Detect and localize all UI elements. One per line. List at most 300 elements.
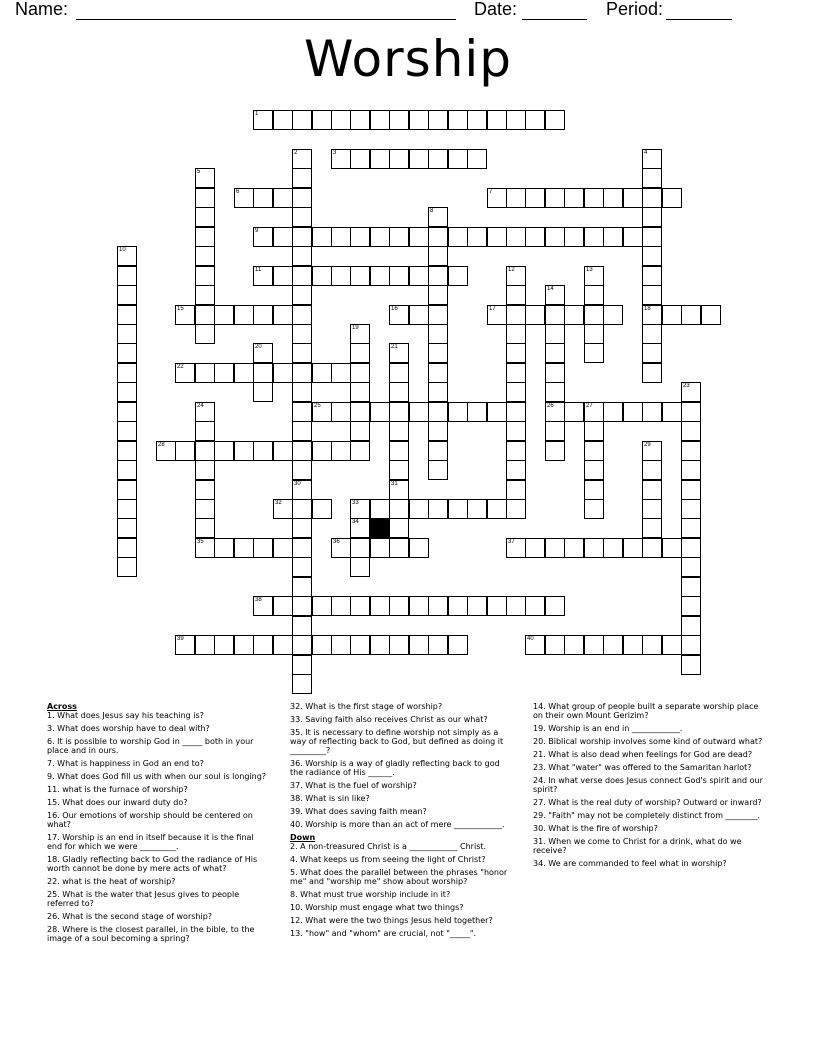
grid-cell[interactable] [448, 266, 468, 286]
grid-cell[interactable] [428, 207, 448, 227]
grid-cell[interactable] [681, 577, 701, 597]
grid-cell[interactable] [428, 266, 448, 286]
grid-cell[interactable] [584, 635, 604, 655]
grid-cell[interactable] [545, 343, 565, 363]
grid-cell[interactable] [117, 441, 137, 461]
grid-cell[interactable] [525, 305, 545, 325]
grid-cell[interactable] [292, 382, 312, 402]
grid-cell[interactable] [389, 343, 409, 363]
grid-cell[interactable] [428, 305, 448, 325]
grid-cell[interactable] [292, 305, 312, 325]
grid-cell[interactable] [117, 246, 137, 266]
grid-cell[interactable] [409, 110, 429, 130]
grid-cell[interactable] [662, 402, 682, 422]
grid-cell[interactable] [292, 207, 312, 227]
grid-cell[interactable] [409, 149, 429, 169]
grid-cell[interactable] [117, 285, 137, 305]
grid-cell[interactable] [389, 480, 409, 500]
grid-cell[interactable] [195, 305, 215, 325]
grid-cell[interactable] [370, 596, 390, 616]
grid-cell[interactable] [156, 441, 176, 461]
grid-cell[interactable] [506, 305, 526, 325]
grid-cell[interactable] [525, 110, 545, 130]
grid-cell[interactable] [350, 343, 370, 363]
grid-cell[interactable] [292, 285, 312, 305]
grid-cell[interactable] [584, 324, 604, 344]
grid-cell[interactable] [234, 441, 254, 461]
grid-cell[interactable] [467, 149, 487, 169]
grid-cell[interactable] [506, 188, 526, 208]
grid-cell[interactable] [195, 421, 215, 441]
grid-cell[interactable] [273, 499, 293, 519]
grid-cell[interactable] [350, 149, 370, 169]
grid-cell[interactable] [253, 110, 273, 130]
grid-cell[interactable] [428, 227, 448, 247]
grid-cell[interactable] [253, 227, 273, 247]
grid-cell[interactable] [545, 227, 565, 247]
grid-cell[interactable] [409, 305, 429, 325]
grid-cell[interactable] [292, 363, 312, 383]
grid-cell[interactable] [506, 421, 526, 441]
grid-cell[interactable] [253, 382, 273, 402]
grid-cell[interactable] [428, 499, 448, 519]
grid-cell[interactable] [389, 149, 409, 169]
grid-cell[interactable] [350, 227, 370, 247]
grid-cell[interactable] [350, 266, 370, 286]
grid-cell[interactable] [312, 499, 332, 519]
grid-cell[interactable] [195, 168, 215, 188]
grid-cell[interactable] [409, 227, 429, 247]
grid-cell[interactable] [467, 110, 487, 130]
grid-cell[interactable] [603, 635, 623, 655]
grid-cell[interactable] [273, 363, 293, 383]
grid-cell[interactable] [331, 635, 351, 655]
grid-cell[interactable] [370, 266, 390, 286]
grid-cell[interactable] [331, 596, 351, 616]
grid-cell[interactable] [292, 188, 312, 208]
grid-cell[interactable] [292, 499, 312, 519]
grid-cell[interactable] [370, 402, 390, 422]
grid-cell[interactable] [117, 343, 137, 363]
grid-cell[interactable] [292, 421, 312, 441]
grid-cell[interactable] [292, 227, 312, 247]
grid-cell[interactable] [545, 363, 565, 383]
grid-cell[interactable] [506, 596, 526, 616]
grid-cell[interactable] [662, 305, 682, 325]
grid-cell[interactable] [273, 110, 293, 130]
grid-cell[interactable] [253, 441, 273, 461]
grid-cell[interactable] [370, 227, 390, 247]
grid-cell[interactable] [234, 538, 254, 558]
grid-cell[interactable] [448, 596, 468, 616]
grid-cell[interactable] [234, 363, 254, 383]
grid-cell[interactable] [389, 499, 409, 519]
grid-cell[interactable] [117, 460, 137, 480]
grid-cell[interactable] [214, 363, 234, 383]
grid-cell[interactable] [389, 596, 409, 616]
grid-cell[interactable] [428, 110, 448, 130]
grid-cell[interactable] [506, 538, 526, 558]
grid-cell[interactable] [234, 635, 254, 655]
grid-cell[interactable] [370, 538, 390, 558]
grid-cell[interactable] [253, 343, 273, 363]
grid-cell[interactable] [350, 499, 370, 519]
grid-cell[interactable] [195, 460, 215, 480]
grid-cell[interactable] [389, 227, 409, 247]
grid-cell[interactable] [642, 149, 662, 169]
grid-cell[interactable] [564, 538, 584, 558]
grid-cell[interactable] [292, 518, 312, 538]
grid-cell[interactable] [506, 499, 526, 519]
grid-cell[interactable] [545, 635, 565, 655]
grid-cell[interactable] [312, 596, 332, 616]
grid-cell[interactable] [701, 305, 721, 325]
grid-cell[interactable] [292, 538, 312, 558]
grid-cell[interactable] [545, 402, 565, 422]
grid-cell[interactable] [409, 538, 429, 558]
grid-cell[interactable] [584, 343, 604, 363]
grid-cell[interactable] [545, 538, 565, 558]
grid-cell[interactable] [564, 402, 584, 422]
grid-cell[interactable] [681, 635, 701, 655]
name-line[interactable] [76, 19, 456, 20]
grid-cell[interactable] [350, 538, 370, 558]
grid-cell[interactable] [448, 149, 468, 169]
grid-cell[interactable] [448, 635, 468, 655]
grid-cell[interactable] [312, 635, 332, 655]
grid-cell[interactable] [292, 674, 312, 694]
grid-cell[interactable] [234, 188, 254, 208]
grid-cell[interactable] [292, 149, 312, 169]
grid-cell[interactable] [681, 538, 701, 558]
grid-cell[interactable] [584, 499, 604, 519]
grid-cell[interactable] [584, 421, 604, 441]
grid-cell[interactable] [331, 363, 351, 383]
grid-cell[interactable] [292, 480, 312, 500]
period-line[interactable] [666, 19, 732, 20]
grid-cell[interactable] [681, 441, 701, 461]
grid-cell[interactable] [681, 518, 701, 538]
grid-cell[interactable] [350, 382, 370, 402]
grid-cell[interactable] [350, 635, 370, 655]
grid-cell[interactable] [467, 227, 487, 247]
grid-cell[interactable] [273, 305, 293, 325]
grid-cell[interactable] [642, 538, 662, 558]
grid-cell[interactable] [117, 557, 137, 577]
grid-cell[interactable] [273, 188, 293, 208]
grid-cell[interactable] [253, 538, 273, 558]
grid-cell[interactable] [467, 499, 487, 519]
grid-cell[interactable] [389, 266, 409, 286]
grid-cell[interactable] [448, 402, 468, 422]
grid-cell[interactable] [117, 518, 137, 538]
grid-cell[interactable] [603, 227, 623, 247]
grid-cell[interactable] [389, 441, 409, 461]
grid-cell[interactable] [642, 363, 662, 383]
grid-cell[interactable] [545, 188, 565, 208]
grid-cell[interactable] [195, 324, 215, 344]
grid-cell[interactable] [506, 227, 526, 247]
grid-cell[interactable] [681, 460, 701, 480]
grid-cell[interactable] [448, 499, 468, 519]
grid-cell[interactable] [642, 518, 662, 538]
grid-cell[interactable] [409, 266, 429, 286]
grid-cell[interactable] [506, 382, 526, 402]
grid-cell[interactable] [603, 402, 623, 422]
grid-cell[interactable] [214, 441, 234, 461]
grid-cell[interactable] [175, 441, 195, 461]
grid-cell[interactable] [545, 441, 565, 461]
grid-cell[interactable] [389, 402, 409, 422]
grid-cell[interactable] [331, 402, 351, 422]
grid-cell[interactable] [506, 110, 526, 130]
grid-cell[interactable] [584, 402, 604, 422]
grid-cell[interactable] [506, 324, 526, 344]
grid-cell[interactable] [584, 188, 604, 208]
grid-cell[interactable] [292, 460, 312, 480]
grid-cell[interactable] [350, 557, 370, 577]
grid-cell[interactable] [428, 246, 448, 266]
grid-cell[interactable] [487, 402, 507, 422]
grid-cell[interactable] [467, 402, 487, 422]
grid-cell[interactable] [331, 227, 351, 247]
grid-cell[interactable] [331, 441, 351, 461]
grid-cell[interactable] [253, 305, 273, 325]
grid-cell[interactable] [564, 305, 584, 325]
grid-cell[interactable] [409, 596, 429, 616]
grid-cell[interactable] [312, 227, 332, 247]
grid-cell[interactable] [642, 305, 662, 325]
grid-cell[interactable] [253, 188, 273, 208]
grid-cell[interactable] [389, 518, 409, 538]
grid-cell[interactable] [428, 149, 448, 169]
grid-cell[interactable] [253, 635, 273, 655]
grid-cell[interactable] [195, 402, 215, 422]
grid-cell[interactable] [584, 460, 604, 480]
grid-cell[interactable] [292, 655, 312, 675]
grid-cell[interactable] [312, 363, 332, 383]
grid-cell[interactable] [545, 596, 565, 616]
grid-cell[interactable] [273, 635, 293, 655]
grid-cell[interactable] [584, 441, 604, 461]
grid-cell[interactable] [584, 538, 604, 558]
grid-cell[interactable] [584, 285, 604, 305]
grid-cell[interactable] [506, 343, 526, 363]
grid-cell[interactable] [487, 499, 507, 519]
grid-cell[interactable] [584, 227, 604, 247]
grid-cell[interactable] [564, 635, 584, 655]
grid-cell[interactable] [409, 635, 429, 655]
grid-cell[interactable] [428, 460, 448, 480]
grid-cell[interactable] [195, 188, 215, 208]
grid-cell[interactable] [195, 635, 215, 655]
grid-cell[interactable] [584, 266, 604, 286]
grid-cell[interactable] [428, 402, 448, 422]
grid-cell[interactable] [642, 402, 662, 422]
grid-cell[interactable] [525, 538, 545, 558]
grid-cell[interactable] [428, 363, 448, 383]
grid-cell[interactable] [389, 421, 409, 441]
grid-cell[interactable] [525, 227, 545, 247]
grid-cell[interactable] [331, 110, 351, 130]
grid-cell[interactable] [389, 363, 409, 383]
grid-cell[interactable] [642, 635, 662, 655]
grid-cell[interactable] [350, 441, 370, 461]
grid-cell[interactable] [642, 460, 662, 480]
grid-cell[interactable] [409, 499, 429, 519]
grid-cell[interactable] [467, 596, 487, 616]
grid-cell[interactable] [448, 110, 468, 130]
grid-cell[interactable] [292, 635, 312, 655]
grid-cell[interactable] [545, 324, 565, 344]
grid-cell[interactable] [253, 363, 273, 383]
grid-cell[interactable] [487, 188, 507, 208]
grid-cell[interactable] [642, 480, 662, 500]
grid-cell[interactable] [331, 266, 351, 286]
grid-cell[interactable] [545, 285, 565, 305]
grid-cell[interactable] [175, 635, 195, 655]
grid-cell[interactable] [117, 402, 137, 422]
grid-cell[interactable] [312, 441, 332, 461]
grid-cell[interactable] [350, 421, 370, 441]
grid-cell[interactable] [350, 596, 370, 616]
grid-cell[interactable] [273, 596, 293, 616]
grid-cell[interactable] [428, 324, 448, 344]
grid-cell[interactable] [292, 441, 312, 461]
grid-cell[interactable] [662, 188, 682, 208]
grid-cell[interactable] [195, 246, 215, 266]
grid-cell[interactable] [642, 227, 662, 247]
grid-cell[interactable] [389, 538, 409, 558]
grid-cell[interactable] [292, 596, 312, 616]
grid-cell[interactable] [117, 382, 137, 402]
grid-cell[interactable] [117, 305, 137, 325]
grid-cell[interactable] [389, 110, 409, 130]
grid-cell[interactable] [195, 363, 215, 383]
grid-cell[interactable] [681, 421, 701, 441]
grid-cell[interactable] [506, 363, 526, 383]
grid-cell[interactable] [428, 635, 448, 655]
grid-cell[interactable] [292, 246, 312, 266]
grid-cell[interactable] [623, 635, 643, 655]
grid-cell[interactable] [642, 188, 662, 208]
grid-cell[interactable] [545, 110, 565, 130]
grid-cell[interactable] [681, 480, 701, 500]
grid-cell[interactable] [506, 402, 526, 422]
grid-cell[interactable] [292, 577, 312, 597]
grid-cell[interactable] [292, 402, 312, 422]
grid-cell[interactable] [545, 382, 565, 402]
grid-cell[interactable] [292, 324, 312, 344]
grid-cell[interactable] [350, 363, 370, 383]
grid-cell[interactable] [623, 227, 643, 247]
date-line[interactable] [522, 19, 587, 20]
grid-cell[interactable] [487, 305, 507, 325]
grid-cell[interactable] [117, 421, 137, 441]
grid-cell[interactable] [681, 305, 701, 325]
grid-cell[interactable] [350, 110, 370, 130]
grid-cell[interactable] [603, 538, 623, 558]
grid-cell[interactable] [389, 635, 409, 655]
grid-cell[interactable] [370, 110, 390, 130]
grid-cell[interactable] [195, 441, 215, 461]
grid-cell[interactable] [506, 480, 526, 500]
grid-cell[interactable] [506, 441, 526, 461]
grid-cell[interactable] [642, 168, 662, 188]
grid-cell[interactable] [350, 402, 370, 422]
grid-cell[interactable] [428, 382, 448, 402]
grid-cell[interactable] [525, 188, 545, 208]
grid-cell[interactable] [525, 596, 545, 616]
grid-cell[interactable] [642, 266, 662, 286]
grid-cell[interactable] [428, 421, 448, 441]
grid-cell[interactable] [331, 149, 351, 169]
grid-cell[interactable] [642, 499, 662, 519]
grid-cell[interactable] [564, 188, 584, 208]
grid-cell[interactable] [428, 441, 448, 461]
grid-cell[interactable] [564, 227, 584, 247]
grid-cell[interactable] [603, 188, 623, 208]
grid-cell[interactable] [642, 441, 662, 461]
grid-cell[interactable] [234, 305, 254, 325]
grid-cell[interactable] [195, 480, 215, 500]
grid-cell[interactable] [428, 596, 448, 616]
grid-cell[interactable] [506, 460, 526, 480]
grid-cell[interactable] [292, 343, 312, 363]
grid-cell[interactable] [292, 266, 312, 286]
grid-cell[interactable] [370, 499, 390, 519]
grid-cell[interactable] [681, 499, 701, 519]
grid-cell[interactable] [292, 616, 312, 636]
grid-cell[interactable] [642, 207, 662, 227]
grid-cell[interactable] [117, 480, 137, 500]
grid-cell[interactable] [681, 655, 701, 675]
grid-cell[interactable] [292, 168, 312, 188]
grid-cell[interactable] [117, 538, 137, 558]
grid-cell[interactable] [370, 149, 390, 169]
grid-cell[interactable] [603, 305, 623, 325]
grid-cell[interactable] [253, 596, 273, 616]
grid-cell[interactable] [117, 324, 137, 344]
grid-cell[interactable] [312, 402, 332, 422]
grid-cell[interactable] [409, 402, 429, 422]
grid-cell[interactable] [350, 518, 370, 538]
grid-cell[interactable] [487, 110, 507, 130]
grid-cell[interactable] [506, 266, 526, 286]
grid-cell[interactable] [681, 557, 701, 577]
grid-cell[interactable] [389, 382, 409, 402]
grid-cell[interactable] [487, 227, 507, 247]
grid-cell[interactable] [642, 246, 662, 266]
grid-cell[interactable] [428, 285, 448, 305]
grid-cell[interactable] [117, 266, 137, 286]
grid-cell[interactable] [195, 285, 215, 305]
grid-cell[interactable] [195, 266, 215, 286]
grid-cell[interactable] [253, 266, 273, 286]
grid-cell[interactable] [681, 616, 701, 636]
grid-cell[interactable] [195, 499, 215, 519]
grid-cell[interactable] [681, 402, 701, 422]
grid-cell[interactable] [273, 266, 293, 286]
grid-cell[interactable] [292, 110, 312, 130]
grid-cell[interactable] [623, 188, 643, 208]
grid-cell[interactable] [214, 538, 234, 558]
grid-cell[interactable] [350, 324, 370, 344]
grid-cell[interactable] [331, 538, 351, 558]
grid-cell[interactable] [175, 363, 195, 383]
grid-cell[interactable] [292, 557, 312, 577]
grid-cell[interactable] [428, 343, 448, 363]
